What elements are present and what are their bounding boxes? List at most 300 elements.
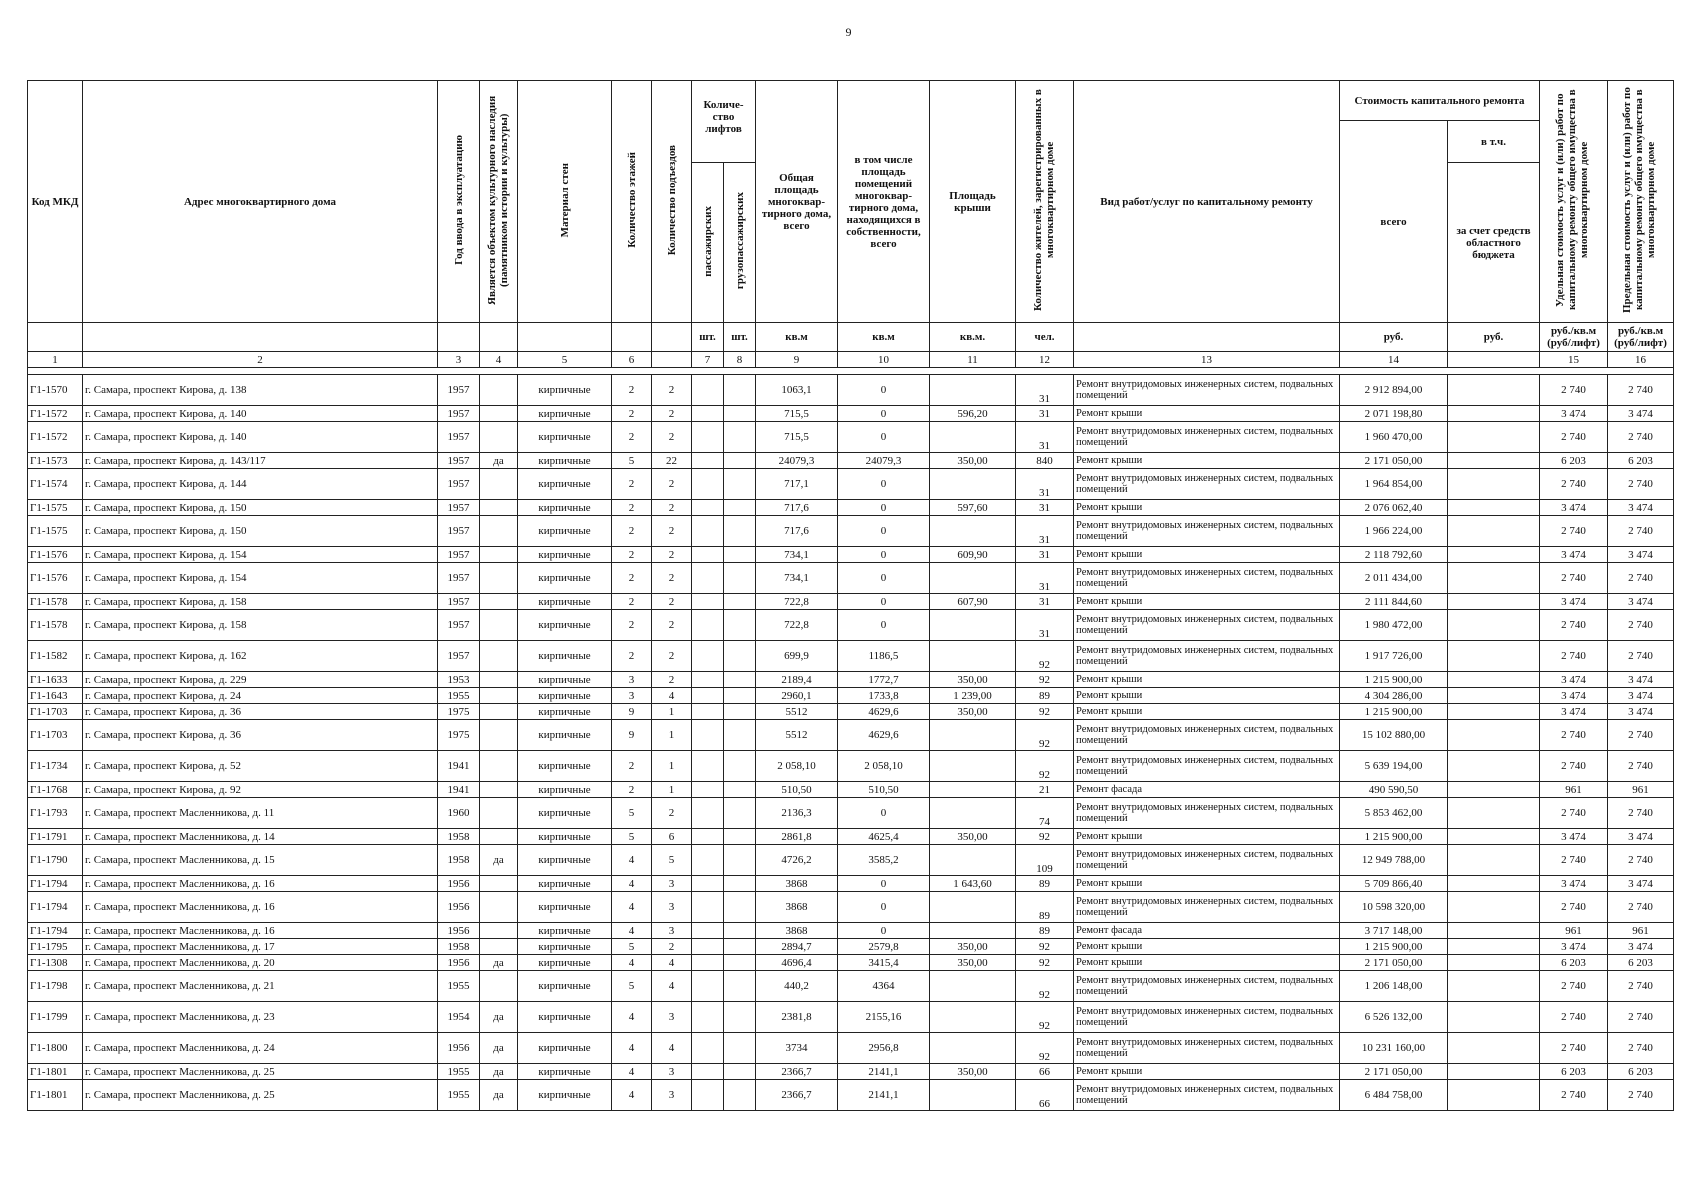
cell-limit-cost: 2 740 xyxy=(1608,971,1674,1002)
cell-limit-cost: 3 474 xyxy=(1608,547,1674,563)
cell-total-area: 715,5 xyxy=(756,406,838,422)
cell-work-type: Ремонт внутридомовых инженерных систем, подвальных помещений xyxy=(1074,516,1340,547)
cell-work-type: Ремонт крыши xyxy=(1074,688,1340,704)
cell-roof-area xyxy=(930,422,1016,453)
column-number: 11 xyxy=(930,352,1016,368)
cell-residents: 92 xyxy=(1016,829,1074,845)
cell-floors: 5 xyxy=(612,829,652,845)
cell-unit-cost: 3 474 xyxy=(1540,547,1608,563)
column-number: 6 xyxy=(612,352,652,368)
cell-residents: 92 xyxy=(1016,751,1074,782)
cell-roof-area: 1 239,00 xyxy=(930,688,1016,704)
cell-residents: 31 xyxy=(1016,500,1074,516)
cell-cost-total: 10 598 320,00 xyxy=(1340,892,1448,923)
cell-cost-budget xyxy=(1448,845,1540,876)
cell-total-area: 510,50 xyxy=(756,782,838,798)
cell-lifts-freight xyxy=(724,563,756,594)
cell-material: кирпичные xyxy=(518,610,612,641)
table-row xyxy=(28,469,1674,500)
table-row xyxy=(28,1002,1674,1033)
cell-cost-budget xyxy=(1448,720,1540,751)
cell-owned-area: 0 xyxy=(838,923,930,939)
cell-heritage xyxy=(480,594,518,610)
cell-year: 1956 xyxy=(438,923,480,939)
cell-residents: 92 xyxy=(1016,720,1074,751)
cell-address: г. Самара, проспект Кирова, д. 150 xyxy=(83,500,438,516)
cell-code: Г1-1791 xyxy=(28,829,83,845)
table-row xyxy=(28,751,1674,782)
cell-cost-budget xyxy=(1448,923,1540,939)
cell-unit-cost: 2 740 xyxy=(1540,1002,1608,1033)
header-limit-cost: Предельная стоимость услуг и (или) работ по капитальному ремонту общего имущества в многоквартирном доме xyxy=(1608,81,1674,323)
cell-cost-total: 2 118 792,60 xyxy=(1340,547,1448,563)
cell-address: г. Самара, проспект Кирова, д. 229 xyxy=(83,672,438,688)
cell-floors: 2 xyxy=(612,563,652,594)
cell-heritage xyxy=(480,516,518,547)
cell-lifts-passenger xyxy=(692,939,724,955)
cell-roof-area xyxy=(930,1080,1016,1111)
cell-work-type: Ремонт внутридомовых инженерных систем, подвальных помещений xyxy=(1074,469,1340,500)
cell-address: г. Самара, проспект Кирова, д. 154 xyxy=(83,547,438,563)
cell-floors: 3 xyxy=(612,672,652,688)
cell-code: Г1-1801 xyxy=(28,1064,83,1080)
cell-code: Г1-1578 xyxy=(28,610,83,641)
cell-material: кирпичные xyxy=(518,641,612,672)
cell-cost-budget xyxy=(1448,829,1540,845)
cell-cost-budget xyxy=(1448,782,1540,798)
cell-work-type: Ремонт фасада xyxy=(1074,782,1340,798)
cell-lifts-passenger xyxy=(692,1064,724,1080)
cell-heritage xyxy=(480,406,518,422)
cell-cost-budget xyxy=(1448,516,1540,547)
cell-year: 1957 xyxy=(438,563,480,594)
cell-total-area: 2366,7 xyxy=(756,1064,838,1080)
cell-material: кирпичные xyxy=(518,1080,612,1111)
header-material: Материал стен xyxy=(518,81,612,323)
cell-address: г. Самара, проспект Кирова, д. 36 xyxy=(83,720,438,751)
cell-material: кирпичные xyxy=(518,939,612,955)
cell-heritage xyxy=(480,375,518,406)
cell-address: г. Самара, проспект Масленникова, д. 17 xyxy=(83,939,438,955)
cell-heritage xyxy=(480,563,518,594)
cell-total-area: 24079,3 xyxy=(756,453,838,469)
cell-roof-area xyxy=(930,1002,1016,1033)
table-row xyxy=(28,422,1674,453)
cell-lifts-passenger xyxy=(692,845,724,876)
cell-residents: 31 xyxy=(1016,516,1074,547)
cell-heritage: да xyxy=(480,1033,518,1064)
cell-residents: 31 xyxy=(1016,406,1074,422)
cell-total-area: 3868 xyxy=(756,876,838,892)
cell-heritage xyxy=(480,547,518,563)
cell-heritage: да xyxy=(480,1002,518,1033)
cell-cost-total: 2 171 050,00 xyxy=(1340,955,1448,971)
cell-limit-cost: 3 474 xyxy=(1608,939,1674,955)
cell-entrances: 2 xyxy=(652,594,692,610)
header-cost-total: всего xyxy=(1340,121,1448,323)
cell-floors: 2 xyxy=(612,422,652,453)
table-row xyxy=(28,1064,1674,1080)
cell-cost-total: 2 171 050,00 xyxy=(1340,1064,1448,1080)
cell-code: Г1-1572 xyxy=(28,406,83,422)
cell-lifts-freight xyxy=(724,641,756,672)
cell-work-type: Ремонт крыши xyxy=(1074,939,1340,955)
cell-limit-cost: 2 740 xyxy=(1608,610,1674,641)
cell-heritage xyxy=(480,876,518,892)
cell-material: кирпичные xyxy=(518,923,612,939)
cell-owned-area: 2141,1 xyxy=(838,1080,930,1111)
cell-limit-cost: 961 xyxy=(1608,923,1674,939)
cell-work-type: Ремонт крыши xyxy=(1074,704,1340,720)
cell-cost-total: 5 709 866,40 xyxy=(1340,876,1448,892)
cell-owned-area: 2579,8 xyxy=(838,939,930,955)
cell-cost-budget xyxy=(1448,422,1540,453)
cell-lifts-freight xyxy=(724,971,756,1002)
cell-cost-budget xyxy=(1448,594,1540,610)
cell-floors: 9 xyxy=(612,704,652,720)
cell-lifts-passenger xyxy=(692,422,724,453)
cell-lifts-freight xyxy=(724,892,756,923)
cell-heritage xyxy=(480,610,518,641)
cell-lifts-freight xyxy=(724,1064,756,1080)
unit-rub: руб. xyxy=(1340,323,1448,352)
cell-roof-area: 350,00 xyxy=(930,939,1016,955)
cell-total-area: 2861,8 xyxy=(756,829,838,845)
cell-material: кирпичные xyxy=(518,876,612,892)
cell-code: Г1-1570 xyxy=(28,375,83,406)
cell-entrances: 2 xyxy=(652,500,692,516)
cell-owned-area: 0 xyxy=(838,563,930,594)
cell-owned-area: 4625,4 xyxy=(838,829,930,845)
cell-total-area: 1063,1 xyxy=(756,375,838,406)
cell-residents: 89 xyxy=(1016,876,1074,892)
cell-material: кирпичные xyxy=(518,500,612,516)
cell-total-area: 2 058,10 xyxy=(756,751,838,782)
cell-entrances: 2 xyxy=(652,610,692,641)
cell-residents: 21 xyxy=(1016,782,1074,798)
column-number: 14 xyxy=(1340,352,1448,368)
cell-cost-total: 1 980 472,00 xyxy=(1340,610,1448,641)
cell-total-area: 717,6 xyxy=(756,516,838,547)
table-row xyxy=(28,971,1674,1002)
cell-lifts-freight xyxy=(724,782,756,798)
cell-heritage xyxy=(480,751,518,782)
cell-address: г. Самара, проспект Кирова, д. 158 xyxy=(83,610,438,641)
cell-work-type: Ремонт внутридомовых инженерных систем, подвальных помещений xyxy=(1074,1002,1340,1033)
cell-unit-cost: 2 740 xyxy=(1540,641,1608,672)
cell-cost-budget xyxy=(1448,876,1540,892)
cell-year: 1960 xyxy=(438,798,480,829)
cell-roof-area xyxy=(930,782,1016,798)
cell-code: Г1-1799 xyxy=(28,1002,83,1033)
cell-residents: 66 xyxy=(1016,1064,1074,1080)
cell-unit-cost: 3 474 xyxy=(1540,829,1608,845)
cell-floors: 5 xyxy=(612,939,652,955)
cell-work-type: Ремонт внутридомовых инженерных систем, подвальных помещений xyxy=(1074,798,1340,829)
cell-year: 1956 xyxy=(438,1033,480,1064)
cell-material: кирпичные xyxy=(518,1064,612,1080)
cell-year: 1957 xyxy=(438,500,480,516)
cell-code: Г1-1801 xyxy=(28,1080,83,1111)
cell-lifts-freight xyxy=(724,1002,756,1033)
cell-material: кирпичные xyxy=(518,1033,612,1064)
table-row xyxy=(28,1080,1674,1111)
cell-entrances: 4 xyxy=(652,971,692,1002)
cell-entrances: 2 xyxy=(652,375,692,406)
cell-lifts-passenger xyxy=(692,704,724,720)
cell-code: Г1-1768 xyxy=(28,782,83,798)
cell-cost-total: 5 639 194,00 xyxy=(1340,751,1448,782)
cell-code: Г1-1308 xyxy=(28,955,83,971)
cell-entrances: 3 xyxy=(652,923,692,939)
cell-floors: 4 xyxy=(612,876,652,892)
cell-residents: 89 xyxy=(1016,892,1074,923)
cell-work-type: Ремонт крыши xyxy=(1074,500,1340,516)
cell-address: г. Самара, проспект Масленникова, д. 16 xyxy=(83,892,438,923)
cell-cost-total: 1 215 900,00 xyxy=(1340,672,1448,688)
cell-unit-cost: 2 740 xyxy=(1540,751,1608,782)
cell-code: Г1-1703 xyxy=(28,704,83,720)
cell-floors: 2 xyxy=(612,500,652,516)
cell-lifts-passenger xyxy=(692,375,724,406)
cell-residents: 31 xyxy=(1016,594,1074,610)
header-unit-cost: Удельная стоимость услуг и (или) работ по капитальному ремонту общего имущества в многоквартирном доме xyxy=(1540,81,1608,323)
column-number: 3 xyxy=(438,352,480,368)
cell-material: кирпичные xyxy=(518,406,612,422)
header-roof-area: Площадь крыши xyxy=(930,81,1016,323)
cell-unit-cost: 2 740 xyxy=(1540,720,1608,751)
cell-unit-cost: 961 xyxy=(1540,923,1608,939)
cell-lifts-passenger xyxy=(692,955,724,971)
cell-lifts-freight xyxy=(724,594,756,610)
cell-entrances: 2 xyxy=(652,798,692,829)
cell-floors: 4 xyxy=(612,923,652,939)
cell-material: кирпичные xyxy=(518,971,612,1002)
cell-owned-area: 3415,4 xyxy=(838,955,930,971)
unit-empty xyxy=(28,323,83,352)
cell-entrances: 1 xyxy=(652,751,692,782)
cell-limit-cost: 3 474 xyxy=(1608,406,1674,422)
cell-total-area: 722,8 xyxy=(756,594,838,610)
unit-empty xyxy=(518,323,612,352)
cell-limit-cost: 2 740 xyxy=(1608,1080,1674,1111)
cell-lifts-freight xyxy=(724,1080,756,1111)
cell-code: Г1-1576 xyxy=(28,563,83,594)
column-number: 8 xyxy=(724,352,756,368)
cell-entrances: 3 xyxy=(652,892,692,923)
cell-heritage xyxy=(480,720,518,751)
cell-year: 1957 xyxy=(438,641,480,672)
cell-cost-total: 6 526 132,00 xyxy=(1340,1002,1448,1033)
unit-area: кв.м xyxy=(756,323,838,352)
cell-material: кирпичные xyxy=(518,594,612,610)
cell-roof-area: 350,00 xyxy=(930,704,1016,720)
cell-entrances: 2 xyxy=(652,547,692,563)
column-number: 13 xyxy=(1074,352,1340,368)
cell-lifts-freight xyxy=(724,406,756,422)
cell-limit-cost: 2 740 xyxy=(1608,751,1674,782)
cell-address: г. Самара, проспект Масленникова, д. 16 xyxy=(83,923,438,939)
cell-year: 1954 xyxy=(438,1002,480,1033)
cell-floors: 9 xyxy=(612,720,652,751)
cell-owned-area: 0 xyxy=(838,594,930,610)
cell-lifts-passenger xyxy=(692,1002,724,1033)
cell-floors: 2 xyxy=(612,610,652,641)
cell-cost-total: 10 231 160,00 xyxy=(1340,1033,1448,1064)
cell-cost-budget xyxy=(1448,641,1540,672)
cell-entrances: 2 xyxy=(652,516,692,547)
cell-cost-total: 12 949 788,00 xyxy=(1340,845,1448,876)
page-number: 9 xyxy=(845,25,852,39)
cell-material: кирпичные xyxy=(518,453,612,469)
unit-owned: кв.м xyxy=(838,323,930,352)
cell-total-area: 2366,7 xyxy=(756,1080,838,1111)
cell-cost-total: 1 215 900,00 xyxy=(1340,939,1448,955)
cell-residents: 92 xyxy=(1016,704,1074,720)
cell-work-type: Ремонт внутридомовых инженерных систем, подвальных помещений xyxy=(1074,563,1340,594)
cell-residents: 89 xyxy=(1016,923,1074,939)
cell-entrances: 1 xyxy=(652,782,692,798)
cell-total-area: 3868 xyxy=(756,923,838,939)
table-row xyxy=(28,782,1674,798)
cell-cost-budget xyxy=(1448,453,1540,469)
cell-roof-area: 350,00 xyxy=(930,453,1016,469)
cell-lifts-passenger xyxy=(692,594,724,610)
cell-year: 1955 xyxy=(438,1064,480,1080)
cell-cost-total: 5 853 462,00 xyxy=(1340,798,1448,829)
cell-unit-cost: 2 740 xyxy=(1540,422,1608,453)
cell-cost-total: 2 171 050,00 xyxy=(1340,453,1448,469)
cell-material: кирпичные xyxy=(518,1002,612,1033)
cell-floors: 5 xyxy=(612,971,652,1002)
table-row xyxy=(28,594,1674,610)
cell-heritage xyxy=(480,829,518,845)
cell-entrances: 5 xyxy=(652,845,692,876)
unit-lifts-passenger: шт. xyxy=(692,323,724,352)
cell-lifts-passenger xyxy=(692,547,724,563)
cell-roof-area xyxy=(930,516,1016,547)
cell-lifts-freight xyxy=(724,547,756,563)
cell-lifts-freight xyxy=(724,453,756,469)
unit-lifts-freight: шт. xyxy=(724,323,756,352)
cell-work-type: Ремонт крыши xyxy=(1074,672,1340,688)
cell-work-type: Ремонт крыши xyxy=(1074,547,1340,563)
cell-heritage xyxy=(480,672,518,688)
cell-cost-total: 1 960 470,00 xyxy=(1340,422,1448,453)
cell-code: Г1-1794 xyxy=(28,876,83,892)
unit-empty xyxy=(652,323,692,352)
column-number: 7 xyxy=(692,352,724,368)
cell-limit-cost: 6 203 xyxy=(1608,1064,1674,1080)
cell-roof-area xyxy=(930,1033,1016,1064)
cell-year: 1957 xyxy=(438,453,480,469)
cell-floors: 2 xyxy=(612,751,652,782)
cell-entrances: 4 xyxy=(652,688,692,704)
cell-year: 1957 xyxy=(438,406,480,422)
cell-entrances: 3 xyxy=(652,876,692,892)
cell-cost-budget xyxy=(1448,406,1540,422)
cell-code: Г1-1582 xyxy=(28,641,83,672)
cell-code: Г1-1794 xyxy=(28,923,83,939)
cell-work-type: Ремонт крыши xyxy=(1074,406,1340,422)
cell-lifts-passenger xyxy=(692,892,724,923)
cell-total-area: 2894,7 xyxy=(756,939,838,955)
table-row xyxy=(28,1033,1674,1064)
cell-floors: 2 xyxy=(612,516,652,547)
header-lifts-passenger: пассажирских xyxy=(692,163,724,323)
cell-entrances: 3 xyxy=(652,1080,692,1111)
cell-unit-cost: 3 474 xyxy=(1540,500,1608,516)
cell-material: кирпичные xyxy=(518,375,612,406)
cell-unit-cost: 2 740 xyxy=(1540,469,1608,500)
cell-residents: 89 xyxy=(1016,688,1074,704)
cell-owned-area: 0 xyxy=(838,516,930,547)
table-row xyxy=(28,939,1674,955)
repair-register-table xyxy=(27,80,1674,1111)
cell-lifts-freight xyxy=(724,610,756,641)
header-cost-budget: за счет средств областного бюджета xyxy=(1448,163,1540,323)
cell-roof-area xyxy=(930,375,1016,406)
cell-roof-area: 609,90 xyxy=(930,547,1016,563)
cell-entrances: 6 xyxy=(652,829,692,845)
cell-residents: 31 xyxy=(1016,375,1074,406)
unit-per-limit: руб./кв.м (руб/лифт) xyxy=(1608,323,1674,352)
cell-limit-cost: 2 740 xyxy=(1608,798,1674,829)
cell-address: г. Самара, проспект Кирова, д. 140 xyxy=(83,422,438,453)
table-row xyxy=(28,516,1674,547)
cell-lifts-passenger xyxy=(692,406,724,422)
cell-year: 1957 xyxy=(438,469,480,500)
cell-work-type: Ремонт крыши xyxy=(1074,1064,1340,1080)
cell-material: кирпичные xyxy=(518,720,612,751)
column-number: 5 xyxy=(518,352,612,368)
cell-heritage xyxy=(480,469,518,500)
cell-code: Г1-1800 xyxy=(28,1033,83,1064)
cell-address: г. Самара, проспект Кирова, д. 143/117 xyxy=(83,453,438,469)
cell-material: кирпичные xyxy=(518,704,612,720)
header-cost: Стоимость капитального ремонта xyxy=(1340,81,1540,121)
cell-floors: 4 xyxy=(612,1033,652,1064)
cell-heritage: да xyxy=(480,955,518,971)
cell-roof-area xyxy=(930,469,1016,500)
cell-lifts-freight xyxy=(724,500,756,516)
cell-lifts-freight xyxy=(724,829,756,845)
cell-entrances: 2 xyxy=(652,641,692,672)
cell-limit-cost: 2 740 xyxy=(1608,641,1674,672)
header-year: Год ввода в эксплуатацию xyxy=(438,81,480,323)
cell-entrances: 2 xyxy=(652,939,692,955)
cell-cost-total: 1 206 148,00 xyxy=(1340,971,1448,1002)
cell-entrances: 1 xyxy=(652,720,692,751)
cell-unit-cost: 3 474 xyxy=(1540,688,1608,704)
header-incl: в т.ч. xyxy=(1448,121,1540,163)
cell-work-type: Ремонт фасада xyxy=(1074,923,1340,939)
cell-code: Г1-1633 xyxy=(28,672,83,688)
cell-floors: 2 xyxy=(612,547,652,563)
cell-total-area: 734,1 xyxy=(756,547,838,563)
cell-entrances: 4 xyxy=(652,1033,692,1064)
cell-roof-area: 597,60 xyxy=(930,500,1016,516)
cell-unit-cost: 6 203 xyxy=(1540,1064,1608,1080)
cell-limit-cost: 2 740 xyxy=(1608,375,1674,406)
cell-owned-area: 4629,6 xyxy=(838,704,930,720)
cell-roof-area xyxy=(930,751,1016,782)
cell-code: Г1-1575 xyxy=(28,516,83,547)
cell-unit-cost: 2 740 xyxy=(1540,892,1608,923)
table-row xyxy=(28,500,1674,516)
cell-total-area: 699,9 xyxy=(756,641,838,672)
cell-roof-area xyxy=(930,892,1016,923)
